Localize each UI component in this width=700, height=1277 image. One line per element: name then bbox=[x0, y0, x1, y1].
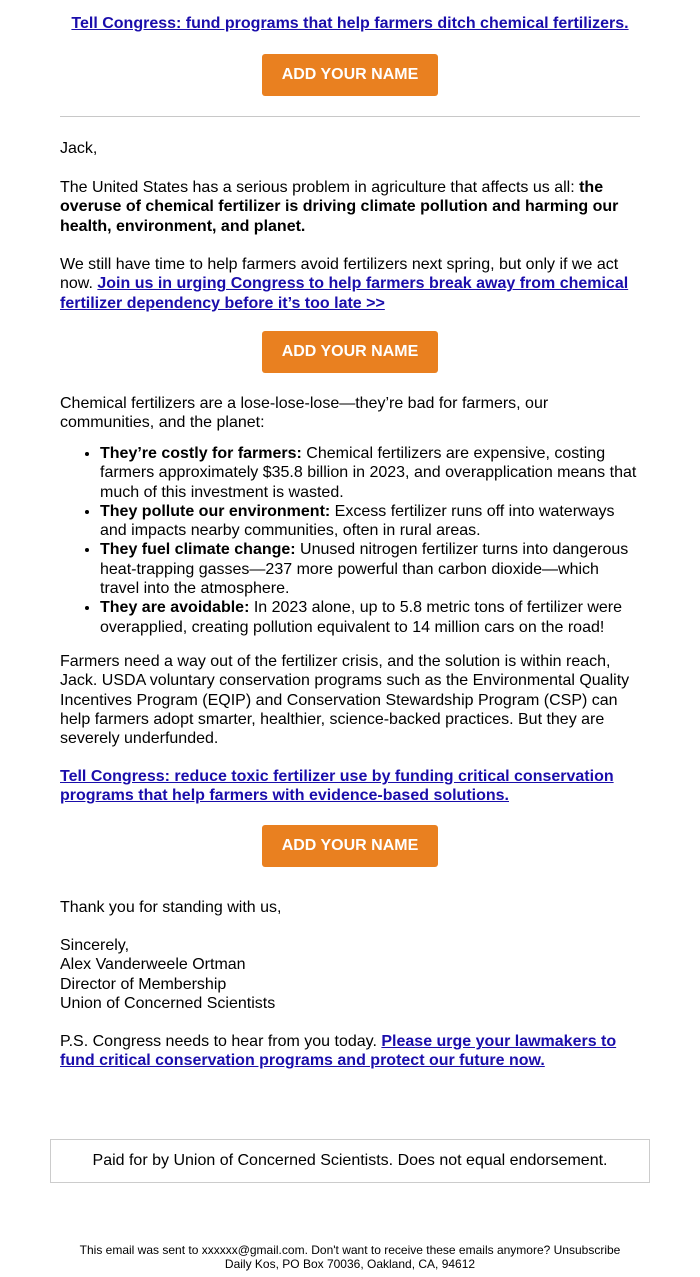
urgency-text: We still have time to help farmers avoid fertilizers next spring, but only if we act now. bbox=[60, 256, 619, 293]
list-item-text: Unused nitrogen fertilizer turns into dangerous heat-trapping gasses—237 more powerful than carbon dioxide—which travel into the atmosphere. bbox=[100, 541, 629, 598]
add-your-name-button-2[interactable]: ADD YOUR NAME bbox=[262, 331, 438, 373]
intro-text: The United States has a serious problem in agriculture that affects us all: bbox=[60, 179, 580, 196]
list-item-title: They pollute our environment: bbox=[100, 502, 331, 520]
reduce-fertilizer-paragraph bbox=[60, 767, 640, 806]
add-your-name-button-1[interactable]: ADD YOUR NAME bbox=[262, 54, 438, 96]
greeting: Jack, bbox=[60, 140, 98, 157]
paid-for-disclaimer: Paid for by Union of Concerned Scientists. Does not equal endorsement. bbox=[50, 1139, 650, 1183]
list-item-title: They fuel climate change: bbox=[100, 541, 296, 559]
list-item-text: In 2023 alone, up to 5.8 metric tons of fertilizer were overapplied, creating pollution equivalent to 14 million cars on the road! bbox=[100, 599, 623, 636]
thanks-text: Thank you for standing with us, bbox=[60, 899, 282, 916]
ps-link[interactable]: Please urge your lawmakers to fund critical conservation programs and protect our future now. bbox=[60, 1033, 617, 1070]
ps-paragraph bbox=[60, 1032, 640, 1071]
list-item-title: They are avoidable: bbox=[100, 599, 250, 617]
list-item-text: Excess fertilizer runs off into waterways and impacts nearby communities, often in rural areas. bbox=[100, 502, 615, 540]
intro-paragraph bbox=[60, 178, 640, 236]
lose-lose-paragraph: Chemical fertilizers are a lose-lose-lose—they’re bad for farmers, our communities, and the planet: bbox=[60, 395, 549, 432]
list-item bbox=[100, 502, 640, 541]
top-petition-link[interactable]: Tell Congress: fund programs that help farmers ditch chemical fertilizers. bbox=[71, 15, 629, 32]
solution-paragraph: Farmers need a way out of the fertilizer crisis, and the solution is within reach, Jack. USDA voluntary conservation programs such as the Environmental Quality Incentives Program (EQIP) and Conservation Stewardship Program (CSP) can help farmers adopt smarter, healthier, science-backed practices. But they are severely underfunded. bbox=[60, 653, 630, 748]
ps-text: P.S. Congress needs to hear from you today. bbox=[60, 1033, 382, 1050]
signature-org: Union of Concerned Scientists bbox=[60, 994, 276, 1012]
add-your-name-button-3[interactable]: ADD YOUR NAME bbox=[262, 825, 438, 867]
list-item bbox=[100, 540, 640, 598]
divider bbox=[60, 116, 640, 117]
list-item-title: They’re costly for farmers: bbox=[100, 445, 302, 462]
top-link-container bbox=[0, 14, 700, 34]
list-item bbox=[100, 598, 640, 637]
signature-title: Director of Membership bbox=[60, 975, 227, 993]
footer-address: Daily Kos, PO Box 70036, Oakland, CA, 94612 bbox=[224, 1257, 476, 1271]
footer-sent-to: This email was sent to xxxxxx@gmail.com. Don't want to receive these emails anymore? Unsubscribe bbox=[79, 1243, 621, 1257]
list-item-text: Chemical fertilizers are expensive, costing farmers approximately $35.8 billion in 2023, and overapplication means that much of this investment is wasted. bbox=[100, 445, 637, 501]
signature-name: Alex Vanderweele Ortman bbox=[60, 956, 246, 974]
footer bbox=[0, 1243, 700, 1271]
reduce-fertilizer-link[interactable]: Tell Congress: reduce toxic fertilizer use by funding critical conservation programs that help farmers with evidence-based solutions. bbox=[60, 768, 614, 805]
signature-closing: Sincerely, bbox=[60, 937, 130, 954]
list-item bbox=[100, 444, 640, 502]
fertilizer-facts-list bbox=[60, 444, 640, 637]
intro-bold-text: the overuse of chemical fertilizer is driving climate pollution and harming our health, environment, and planet. bbox=[60, 179, 619, 235]
join-us-link[interactable]: Join us in urging Congress to help farmers break away from chemical fertilizer dependency before it’s too late >> bbox=[60, 275, 629, 312]
urgency-paragraph bbox=[60, 255, 640, 313]
signature-block bbox=[60, 936, 640, 1013]
